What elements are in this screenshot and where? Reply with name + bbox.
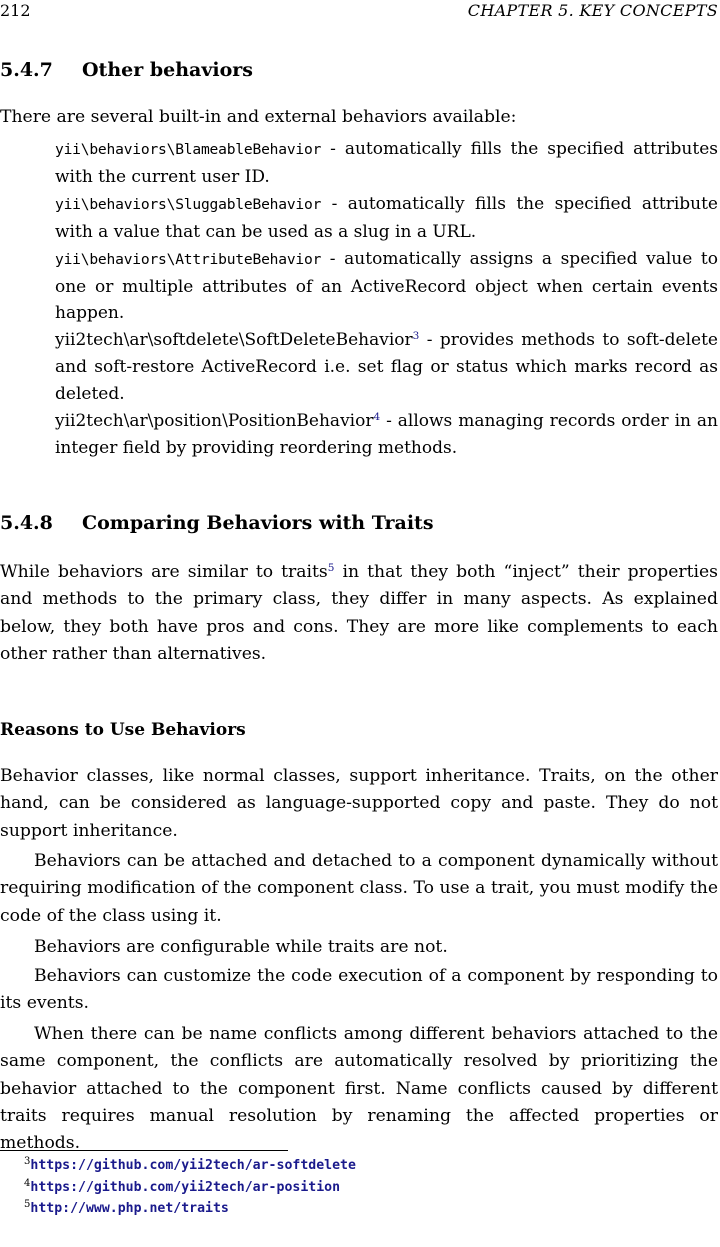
behavior-description: - automatically fills the specified attribute with a value that can be used as a slug in a URL. xyxy=(55,193,718,242)
list-item xyxy=(55,246,718,328)
chapter-heading: CHAPTER 5. KEY CONCEPTS xyxy=(467,1,718,20)
section-number: 5.4.8 xyxy=(0,512,53,534)
footnote-link[interactable]: http://www.php.net/traits xyxy=(30,1201,229,1216)
running-header xyxy=(0,0,718,22)
behavior-list xyxy=(55,136,718,462)
behavior-description: - automatically assigns a specified value to one or multiple attributes of an ActiveRecord object when certain events happen. xyxy=(55,248,718,324)
footnote xyxy=(24,1155,356,1177)
footnote-reference[interactable]: 5 xyxy=(327,562,335,574)
intro-paragraph: There are several built-in and external behaviors available: xyxy=(0,107,517,127)
reasons-paragraph: Behaviors are configurable while traits are not. xyxy=(34,937,448,957)
footnote-mark: 3 xyxy=(24,1156,31,1167)
section-heading-other-behaviors xyxy=(0,58,253,82)
reasons-paragraph: Behaviors can be attached and detached to a component dynamically without requiring modification of the component class. To use a trait, you must modify the code of the class using it. xyxy=(0,851,718,926)
behavior-class-name: yii2tech\ar\position\PositionBehavior xyxy=(55,411,374,432)
behavior-class-name: yii\behaviors\BlameableBehavior xyxy=(55,141,322,158)
behavior-class-name: yii\behaviors\SluggableBehavior xyxy=(55,195,322,213)
reasons-paragraph: Behaviors can customize the code execution of a component by responding to its events. xyxy=(0,966,718,1014)
comparison-paragraph xyxy=(0,559,718,668)
footnote-mark: 5 xyxy=(24,1199,31,1210)
list-item xyxy=(55,191,718,246)
behavior-description: - automatically fills the specified attributes with the current user ID. xyxy=(55,139,718,187)
list-item xyxy=(55,136,718,191)
section-title: Comparing Behaviors with Traits xyxy=(82,512,434,534)
list-item xyxy=(55,408,718,462)
behavior-description: - allows managing records order in an integer field by providing reordering methods. xyxy=(55,411,718,458)
paragraph-text: While behaviors are similar to traits xyxy=(0,562,328,582)
footnotes xyxy=(24,1155,356,1220)
footnote-rule xyxy=(0,1150,288,1151)
subsection-heading-reasons: Reasons to Use Behaviors xyxy=(0,720,246,740)
section-number: 5.4.7 xyxy=(0,59,53,81)
footnote xyxy=(24,1177,356,1199)
behavior-class-name: yii2tech\ar\softdelete\SoftDeleteBehavior xyxy=(55,330,413,351)
section-heading-comparing-behaviors xyxy=(0,511,434,535)
behavior-class-name: yii\behaviors\AttributeBehavior xyxy=(55,250,322,268)
footnote-reference[interactable]: 4 xyxy=(373,411,381,424)
paragraph-text: in that they both “inject” their properties and methods to the primary class, they differ in many aspects. As explained below, they both have pros and cons. They are more like complements to each other rather than alternatives. xyxy=(0,562,718,664)
reasons-paragraph: Behavior classes, like normal classes, support inheritance. Traits, on the other hand, can be considered as language-supported copy and paste. They do not support inheritance. xyxy=(0,766,718,841)
footnote-link[interactable]: https://github.com/yii2tech/ar-position xyxy=(30,1179,341,1195)
footnote-reference[interactable]: 3 xyxy=(412,330,420,343)
footnote xyxy=(24,1198,356,1220)
list-item xyxy=(55,327,718,408)
section-title: Other behaviors xyxy=(82,59,253,81)
footnote-mark: 4 xyxy=(24,1177,31,1189)
page-number: 212 xyxy=(0,1,31,20)
reasons-paragraph: When there can be name conflicts among different behaviors attached to the same component, the conflicts are automatically resolved by prioritizing the behavior attached to the component first. Name conflicts caused by different traits requires manual resolution by renaming the affected properties or methods. xyxy=(0,1024,718,1154)
behavior-description: - provides methods to soft-delete and soft-restore ActiveRecord i.e. set flag or status which marks record as deleted. xyxy=(55,330,718,405)
footnote-link[interactable]: https://github.com/yii2tech/ar-softdelete xyxy=(30,1158,356,1173)
